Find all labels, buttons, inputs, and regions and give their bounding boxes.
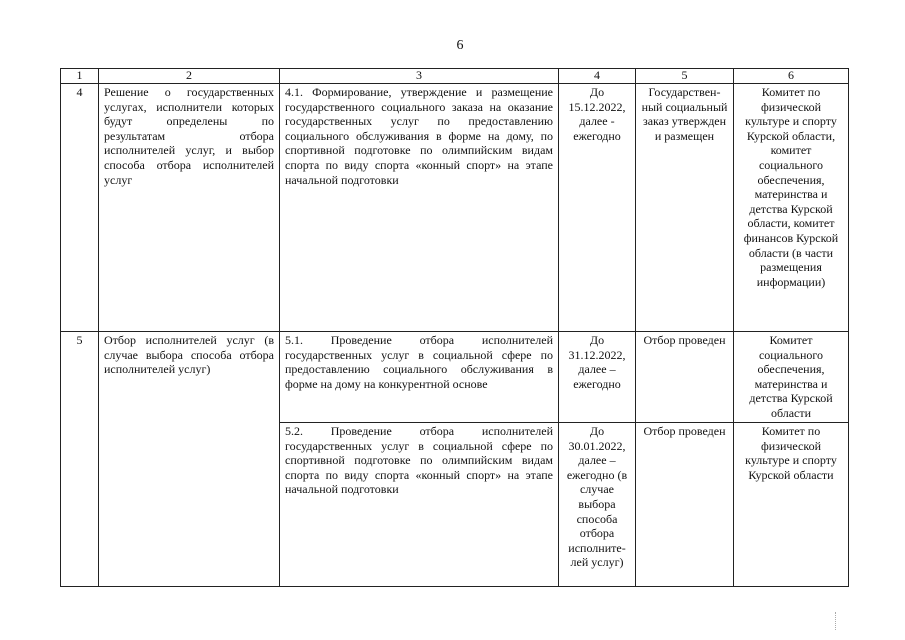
plan-table <box>60 68 849 587</box>
row-number-cell: 5 <box>61 332 99 587</box>
table-row <box>61 332 849 423</box>
result-cell: Отбор проведен <box>636 423 734 587</box>
column-header: 4 <box>559 69 636 84</box>
page-number: 6 <box>456 38 464 53</box>
activity-cell: 5.1. Проведение отбора исполнителей государственных услуг в социальной сфере по предоставлению социального обслуживания в форме на дому на конкурентной основе <box>280 332 559 423</box>
table-header-row <box>61 69 849 84</box>
result-cell: Отбор проведен <box>636 332 734 423</box>
activity-cell: 5.2. Проведение отбора исполнителей государственных услуг в социальной сфере по спортивной подготовке по олимпийским видам спорта по виду спорта «конный спорт» на этапе начальной подготовки <box>280 423 559 587</box>
deadline-cell: До 31.12.2022, далее – ежегодно <box>559 332 636 423</box>
responsible-cell: Комитет социального обеспечения, материнства и детства Курской области <box>734 332 849 423</box>
column-header: 2 <box>99 69 280 84</box>
scan-mark <box>835 612 838 630</box>
deadline-cell: До 30.01.2022, далее – ежегодно (в случае выбора способа отбора исполните-лей услуг) <box>559 423 636 587</box>
column-header: 1 <box>61 69 99 84</box>
responsible-cell: Комитет по физической культуре и спорту Курской области <box>734 423 849 587</box>
column-header: 5 <box>636 69 734 84</box>
stage-cell: Отбор исполнителей услуг (в случае выбора способа отбора исполнителей услуг) <box>99 332 280 587</box>
table-row <box>61 84 849 332</box>
activity-cell: 4.1. Формирование, утверждение и размещение государственного социального заказа на оказание государственных услуг по предоставлению социального обслуживания в форме на дому, по спортивной подготовке по олимпийским видам спорта по виду спорта «конный спорт» на этапе начальной подготовки <box>280 84 559 332</box>
stage-cell: Решение о государственных услугах, исполнители которых будут определены по результатам отбора исполнителей услуг, и выбор способа отбора исполнителей услуг <box>99 84 280 332</box>
column-header: 3 <box>280 69 559 84</box>
result-cell: Государствен-ный социальный заказ утвержден и размещен <box>636 84 734 332</box>
column-header: 6 <box>734 69 849 84</box>
deadline-cell: До 15.12.2022, далее - ежегодно <box>559 84 636 332</box>
row-number-cell: 4 <box>61 84 99 332</box>
responsible-cell: Комитет по физической культуре и спорту Курской области, комитет социального обеспечения, материнства и детства Курской области, комитет финансов Курской области (в части размещения информации) <box>734 84 849 332</box>
